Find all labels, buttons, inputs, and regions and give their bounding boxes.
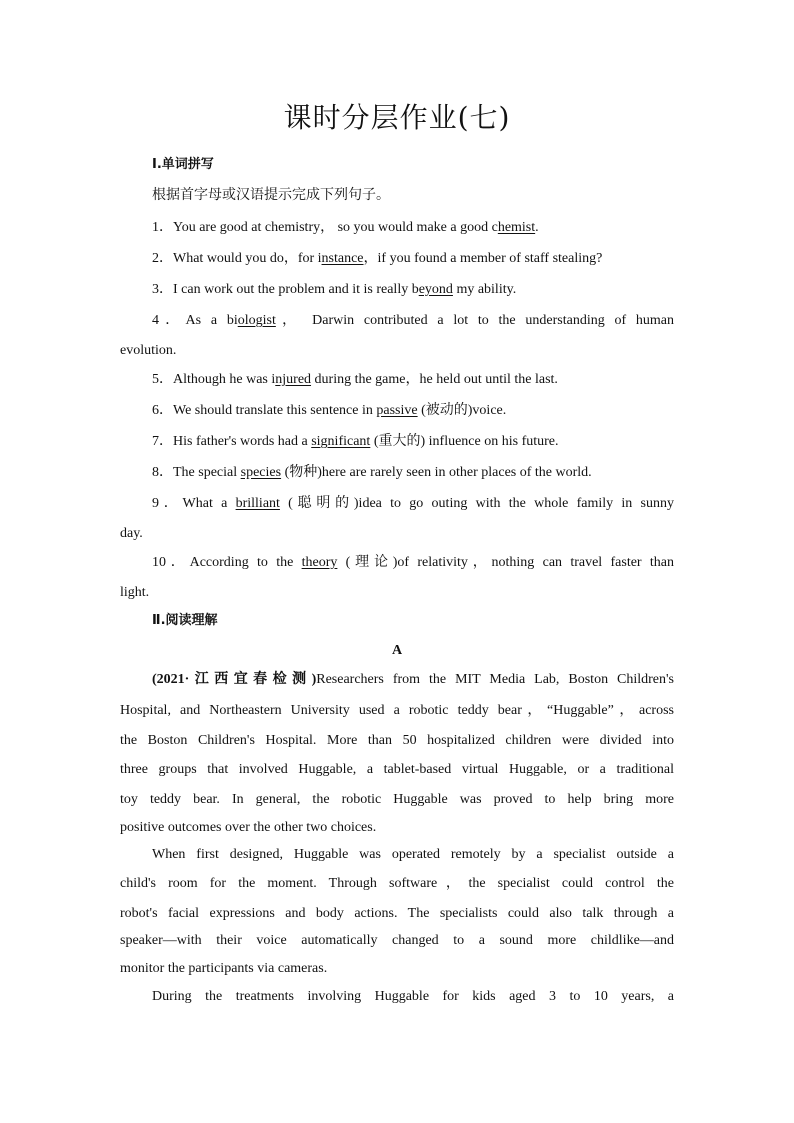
paragraph-1-line: three groups that involved Huggable, a tablet-based virtual Huggable, or a traditional: [120, 762, 674, 777]
paragraph-2-line: speaker—with their voice automatically changed to a sound more childlike—and: [120, 933, 674, 948]
item-10-continuation: light.: [120, 585, 150, 600]
paragraph-1-line: positive outcomes over the other two choices.: [120, 820, 377, 835]
answer: nstance: [321, 251, 364, 266]
answer: ologist: [237, 313, 276, 328]
answer: theory: [301, 555, 338, 570]
answer: eyond: [418, 282, 453, 297]
answer: species: [240, 465, 282, 480]
section-1-instruction: 根据首字母或汉语提示完成下列句子。: [152, 187, 390, 203]
item-9-continuation: day.: [120, 526, 143, 541]
source-label: (2021·江西宜春检测): [152, 672, 317, 687]
paragraph-2-line: monitor the participants via cameras.: [120, 961, 328, 976]
paragraph-3-line: During the treatments involving Huggable for kids aged 3 to 10 years, a: [152, 989, 674, 1004]
paragraph-2-line: robot's facial expressions and body actions. The specialists could also talk through a: [120, 906, 674, 921]
answer: significant: [311, 434, 371, 449]
paragraph-1-line: toy teddy bear. In general, the robotic Huggable was proved to help bring more: [120, 792, 674, 807]
item-4: 4．As a biologist， Darwin contributed a lot to the understanding of human: [152, 313, 674, 328]
section-1-heading: Ⅰ.单词拼写: [152, 157, 214, 172]
item-7: 7．His father's words had a significant (重大的) influence on his future.: [152, 434, 559, 449]
section-2-heading: Ⅱ.阅读理解: [152, 613, 218, 628]
answer: brilliant: [235, 496, 280, 511]
paragraph-1-line: Hospital, and Northeastern University used a robotic teddy bear，“Huggable”，across: [120, 703, 674, 718]
paragraph-2-line: child's room for the moment. Through software，the specialist could control the: [120, 876, 674, 891]
answer: passive: [376, 403, 418, 418]
paragraph-2-line: When first designed, Huggable was operated remotely by a specialist outside a: [152, 847, 674, 862]
item-6: 6．We should translate this sentence in passive (被动的)voice.: [152, 403, 507, 418]
page-title: 课时分层作业(七): [283, 101, 511, 134]
item-5: 5．Although he was injured during the game，he held out until the last.: [152, 372, 558, 387]
item-4-continuation: evolution.: [120, 343, 177, 358]
item-8: 8．The special species (物种)here are rarely seen in other places of the world.: [152, 465, 592, 480]
item-1: 1．You are good at chemistry， so you would make a good chemist.: [152, 220, 539, 235]
item-2: 2．What would you do，for instance，if you found a member of staff stealing?: [152, 251, 603, 266]
item-9: 9．What a brilliant (聪明的)idea to go outing with the whole family in sunny: [152, 496, 675, 511]
item-3: 3．I can work out the problem and it is really beyond my ability.: [152, 282, 517, 297]
paragraph-1-line: (2021·江西宜春检测)Researchers from the MIT Media Lab, Boston Children's: [152, 672, 674, 687]
answer: njured: [275, 372, 312, 387]
item-10: 10．According to the theory (理论)of relativity，nothing can travel faster than: [152, 555, 674, 570]
passage-label: A: [391, 643, 403, 658]
answer: hemist: [497, 220, 536, 235]
paragraph-1-line: the Boston Children's Hospital. More than 50 hospitalized children were divided into: [120, 733, 674, 748]
